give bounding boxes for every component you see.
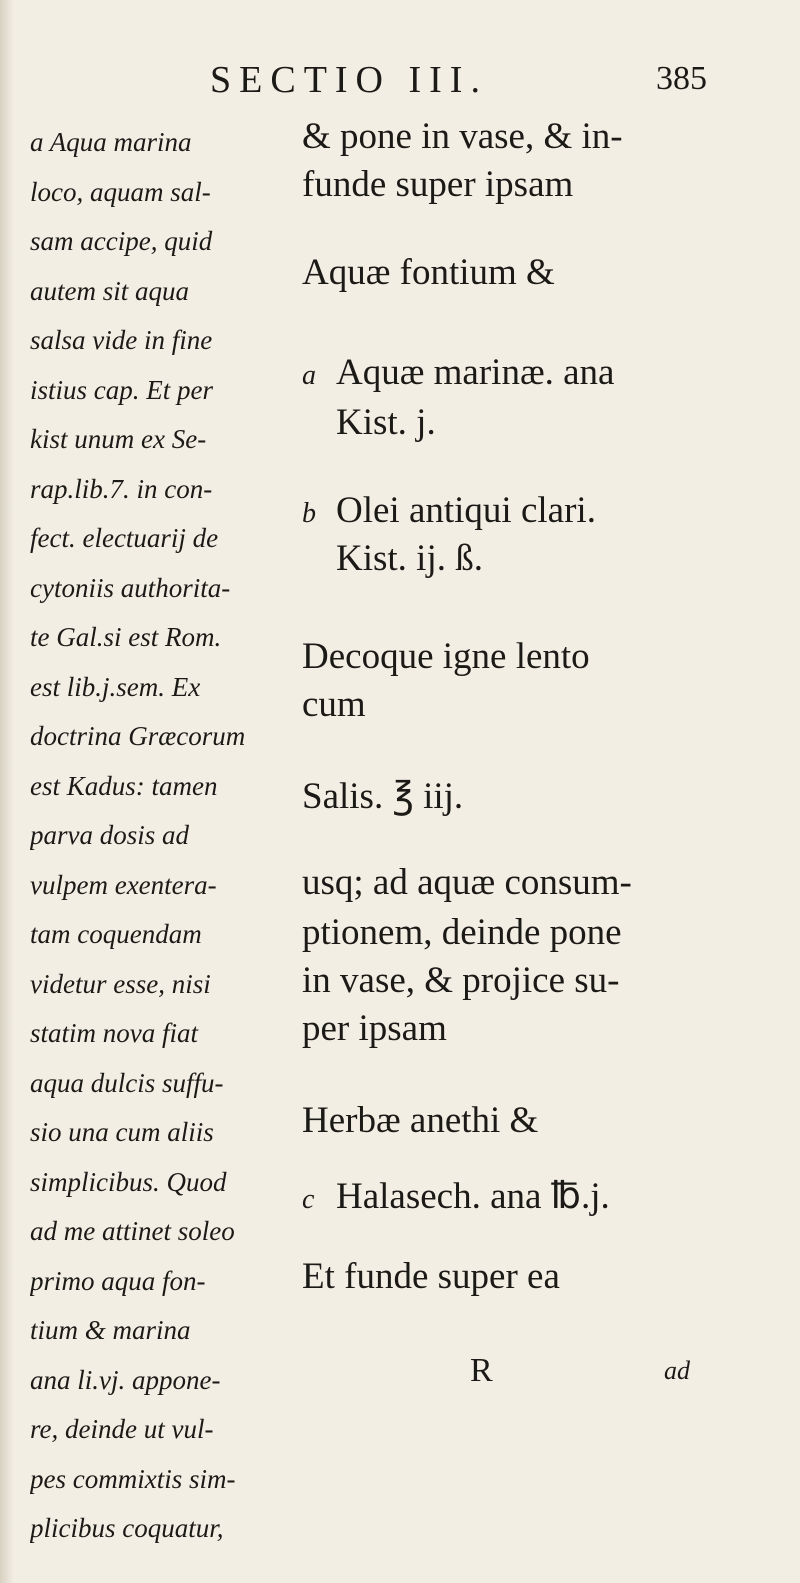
text-line: ptionem, deinde pone [302, 912, 622, 953]
page-gutter-shadow [0, 0, 14, 1583]
margin-note-line: tium & marina [30, 1315, 191, 1345]
margin-note-line: ad me attinet soleo [30, 1216, 235, 1246]
margin-note-line: est Kadus: tamen [30, 770, 218, 801]
margin-note-line: kist unum ex Se- [30, 424, 207, 454]
margin-note-line: parva dosis ad [30, 820, 190, 850]
text-line: Et funde super ea [302, 1256, 560, 1297]
margin-note-line: te Gal.si est Rom. [30, 622, 222, 652]
margin-note-line: re, deinde ut vul- [30, 1414, 214, 1444]
text-line: usq; ad aquæ consum- [302, 862, 632, 903]
text-line: cum [302, 684, 366, 725]
text-line: Kist. j. [336, 402, 436, 443]
margin-note-line: pes commixtis sim- [30, 1463, 236, 1494]
margin-note-line: sio una cum aliis [30, 1117, 214, 1147]
page-footer [0, 1352, 800, 1392]
margin-note-line: aqua dulcis suffu- [30, 1067, 224, 1098]
text-line: Kist. ij. ß. [336, 538, 483, 579]
note-marker: b [302, 498, 316, 529]
text-line: per ipsam [302, 1008, 447, 1049]
note-marker: a [302, 360, 316, 391]
text-line: Aquæ fontium & [302, 252, 555, 293]
margin-note-line: salsa vide in fine [30, 325, 213, 355]
page-header [0, 58, 800, 108]
signature-mark: R [470, 1352, 493, 1389]
running-head: SECTIO III. [210, 59, 488, 101]
margin-note-line: videtur esse, nisi [30, 968, 211, 999]
margin-note-line: rap.lib.7. in con- [30, 473, 213, 504]
page-number: 385 [656, 60, 707, 97]
margin-note-line: doctrina Græcorum [30, 721, 246, 751]
text-line [302, 354, 614, 391]
margin-note-line: est lib.j.sem. Ex [30, 671, 201, 702]
margin-note-line: sam accipe, quid [30, 226, 213, 256]
margin-note-line: cytoniis authorita- [30, 572, 231, 603]
text-line: Herbæ anethi & [302, 1100, 539, 1141]
text-line: Decoque igne lento [302, 636, 590, 677]
text-line [302, 1178, 610, 1215]
margin-note [30, 118, 285, 1554]
margin-note-line: tam coquendam [30, 919, 202, 949]
text-line: funde super ipsam [302, 164, 574, 205]
margin-note-line: plicibus coquatur, [30, 1513, 224, 1543]
margin-note-line: loco, aquam sal- [30, 176, 211, 207]
margin-note-line: fect. electuarij de [30, 523, 219, 553]
catchword: ad [664, 1356, 690, 1385]
margin-note-line: istius cap. Et per [30, 374, 213, 405]
margin-note-line: simplicibus. Quod [30, 1166, 227, 1197]
margin-note-line: ana li.vj. appone- [30, 1364, 221, 1395]
text-line: Salis. ℥ iij. [302, 776, 464, 817]
margin-note-line: vulpem exentera- [30, 869, 217, 900]
ingredient-text: Halasech. ana ℔.j. [336, 1176, 610, 1217]
margin-note-line: primo aqua fon- [30, 1265, 206, 1296]
ingredient-text: Aquæ marinæ. ana [336, 352, 615, 393]
margin-note-line: a Aqua marina [30, 127, 192, 157]
ingredient-text: Olei antiqui clari. [336, 490, 596, 531]
text-line [302, 492, 596, 529]
margin-note-line: autem sit aqua [30, 275, 189, 306]
text-line: in vase, & projice su- [302, 960, 620, 1001]
note-marker: c [302, 1184, 315, 1215]
margin-note-line: statim nova fiat [30, 1018, 198, 1048]
text-line: & pone in vase, & in- [302, 116, 623, 157]
